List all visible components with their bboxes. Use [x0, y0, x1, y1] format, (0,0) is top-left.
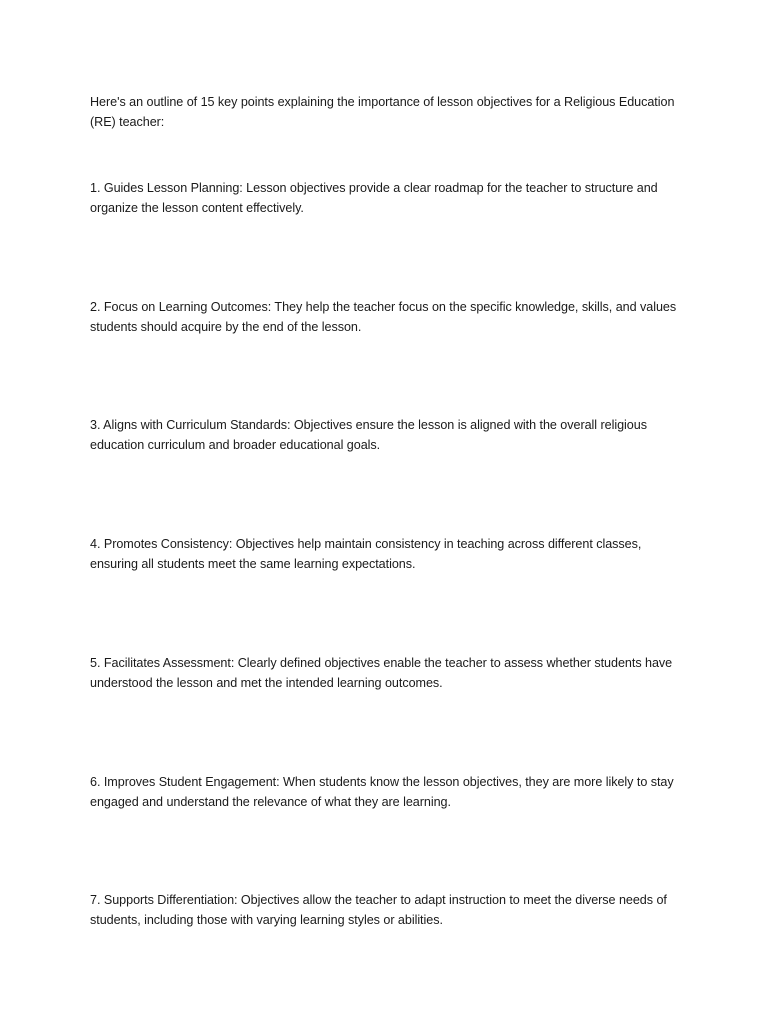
intro-paragraph: Here's an outline of 15 key points explaining the importance of lesson objectives for a Religious Education (RE) teacher: — [90, 95, 675, 129]
point-2-paragraph: 2. Focus on Learning Outcomes: They help the teacher focus on the specific knowledge, skills, and values students should acquire by the end of the lesson. — [90, 300, 677, 334]
point-1-paragraph: 1. Guides Lesson Planning: Lesson objectives provide a clear roadmap for the teacher to structure and organize the lesson content effectively. — [90, 181, 658, 215]
point-6-paragraph: 6. Improves Student Engagement: When students know the lesson objectives, they are more likely to stay engaged and understand the relevance of what they are learning. — [90, 775, 674, 809]
point-4-paragraph: 4. Promotes Consistency: Objectives help maintain consistency in teaching across different classes, ensuring all students meet the same learning expectations. — [90, 537, 642, 571]
point-5-paragraph: 5. Facilitates Assessment: Clearly defined objectives enable the teacher to assess whether students have understood the lesson and met the intended learning outcomes. — [90, 656, 673, 690]
point-3-paragraph: 3. Aligns with Curriculum Standards: Objectives ensure the lesson is aligned with the overall religious education curriculum and broader educational goals. — [90, 418, 647, 452]
point-7-paragraph: 7. Supports Differentiation: Objectives allow the teacher to adapt instruction to meet the diverse needs of students, including those with varying learning styles or abilities. — [90, 893, 667, 927]
